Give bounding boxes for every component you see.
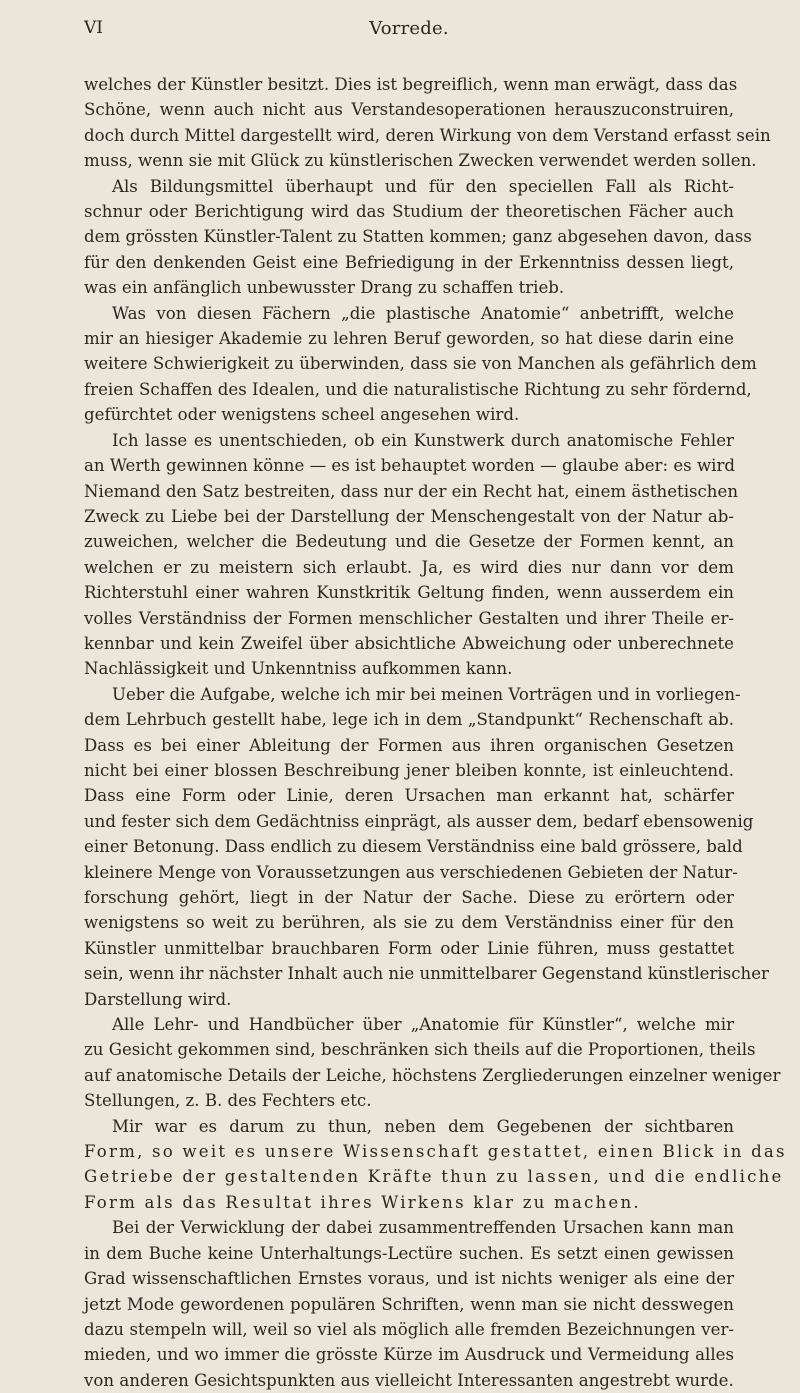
text-line: Alle Lehr- und Handbücher über „Anatomie für Künstler“, welche mir (112, 1015, 734, 1035)
text-line: schnur oder Berichtigung wird das Studium der theoretischen Fächer auch (84, 202, 734, 222)
text-line: dem Lehrbuch gestellt habe, lege ich in dem „Standpunkt“ Rechenschaft ab. (84, 710, 734, 730)
text-line: Stellungen, z. B. des Fechters etc. (84, 1091, 372, 1111)
text-line: Als Bildungsmittel überhaupt und für den speciellen Fall als Richt- (112, 176, 734, 196)
text-line: Nachlässigkeit und Unkenntniss aufkommen kann. (84, 659, 513, 679)
text-line: Mir war es darum zu thun, neben dem Gegebenen der sichtbaren (112, 1116, 734, 1136)
text-line: einer Betonung. Dass endlich zu diesem Verständniss eine bald grössere, bald (84, 837, 743, 857)
text-line: kleinere Menge von Voraussetzungen aus verschiedenen Gebieten der Natur- (84, 862, 738, 882)
text-line: jetzt Mode gewordenen populären Schriften, wenn man sie nicht desswegen (84, 1294, 734, 1314)
text-line: Niemand den Satz bestreiten, dass nur der ein Recht hat, einem ästhetischen (84, 481, 739, 501)
text-line: Dass eine Form oder Linie, deren Ursachen man erkannt hat, schärfer (84, 786, 734, 806)
text-line: dem grössten Künstler-Talent zu Statten kommen; ganz abgesehen davon, dass (84, 227, 752, 247)
text-line: volles Verständniss der Formen menschlicher Gestalten und ihrer Theile er- (84, 608, 734, 628)
text-line: welchen er zu meistern sich erlaubt. Ja, es wird dies nur dann vor dem (84, 557, 734, 577)
text-line: Dass es bei einer Ableitung der Formen aus ihren organischen Gesetzen (84, 735, 734, 755)
text-line: Was von diesen Fächern „die plastische Anatomie“ anbetrifft, welche (112, 303, 734, 323)
text-line: Grad wissenschaftlichen Ernstes voraus, und ist nichts weniger als eine der (84, 1269, 734, 1289)
text-line: Getriebe der gestaltenden Kräfte thun zu lassen, und die endliche (84, 1167, 784, 1187)
running-head (84, 18, 734, 48)
text-line: an Werth gewinnen könne — es ist behauptet worden — glaube aber: es wird (84, 456, 736, 476)
text-line: wenigstens so weit zu berühren, als sie zu dem Verständniss einer für den (84, 913, 734, 933)
text-line: und fester sich dem Gedächtniss einprägt, als ausser dem, bedarf ebensowenig (84, 811, 754, 831)
text-line: weitere Schwierigkeit zu überwinden, dass sie von Manchen als gefährlich dem (84, 354, 757, 374)
text-line: zu Gesicht gekommen sind, beschränken sich theils auf die Proportionen, theils (84, 1040, 756, 1060)
text-line: Form als das Resultat ihres Wirkens klar zu machen. (84, 1192, 641, 1212)
text-line: muss, wenn sie mit Glück zu künstlerischen Zwecken verwendet werden sollen. (84, 151, 757, 171)
text-line: Form, so weit es unsere Wissenschaft gestattet, einen Blick in das (84, 1142, 787, 1162)
text-line: von anderen Gesichtspunkten aus vielleicht Interessanten angestrebt wurde. (84, 1370, 734, 1390)
running-title: Vorrede. (369, 18, 449, 39)
text-line: Künstler unmittelbar brauchbaren Form oder Linie führen, muss gestattet (84, 938, 734, 958)
text-line: Darstellung wird. (84, 989, 232, 1009)
text-line: Richterstuhl einer wahren Kunstkritik Geltung finden, wenn ausserdem ein (84, 583, 734, 603)
text-line: Zweck zu Liebe bei der Darstellung der Menschengestalt von der Natur ab- (84, 506, 734, 526)
text-line: welches der Künstler besitzt. Dies ist begreiflich, wenn man erwägt, dass das (84, 75, 738, 94)
text-line: Ueber die Aufgabe, welche ich mir bei meinen Vorträgen und in vorliegen- (112, 684, 741, 704)
text-line: kennbar und kein Zweifel über absichtliche Abweichung oder unberechnete (84, 633, 734, 653)
page-number: VI (84, 18, 103, 38)
text-line: Ich lasse es unentschieden, ob ein Kunstwerk durch anatomische Fehler (112, 430, 734, 450)
text-line: dazu stempeln will, weil so viel als möglich alle fremden Bezeichnungen ver- (84, 1319, 734, 1339)
text-line: nicht bei einer blossen Beschreibung jener bleiben konnte, ist einleuchtend. (84, 760, 734, 780)
text-line: auf anatomische Details der Leiche, höchstens Zergliederungen einzelner weniger (84, 1065, 781, 1085)
text-line: forschung gehört, liegt in der Natur der Sache. Diese zu erörtern oder (84, 888, 734, 907)
text-line: doch durch Mittel dargestellt wird, deren Wirkung von dem Verstand erfasst sein (84, 125, 771, 145)
text-line: Schöne, wenn auch nicht aus Verstandesoperationen herauszuconstruiren, (84, 100, 734, 120)
text-line: gefürchtet oder wenigstens scheel angesehen wird. (84, 405, 520, 425)
text-line: sein, wenn ihr nächster Inhalt auch nie unmittelbarer Gegenstand künstlerischer (84, 964, 769, 984)
text-line: zuweichen, welcher die Bedeutung und die Gesetze der Formen kennt, an (84, 532, 734, 552)
text-line: in dem Buche keine Unterhaltungs-Lectüre suchen. Es setzt einen gewissen (84, 1243, 734, 1263)
text-line: mir an hiesiger Akademie zu lehren Beruf geworden, so hat diese darin eine (84, 329, 734, 349)
text-line: was ein anfänglich unbewusster Drang zu schaffen trieb. (84, 278, 565, 298)
text-line: mieden, und wo immer die grösste Kürze im Ausdruck und Vermeidung alles (84, 1345, 734, 1365)
text-line: Bei der Verwicklung der dabei zusammentreffenden Ursachen kann man (112, 1218, 734, 1238)
body-text (84, 72, 787, 1393)
text-line: freien Schaffen des Idealen, und die naturalistische Richtung zu sehr fördernd, (84, 379, 752, 399)
text-line: für den denkenden Geist eine Befriedigung in der Erkenntniss dessen liegt, (84, 252, 734, 272)
